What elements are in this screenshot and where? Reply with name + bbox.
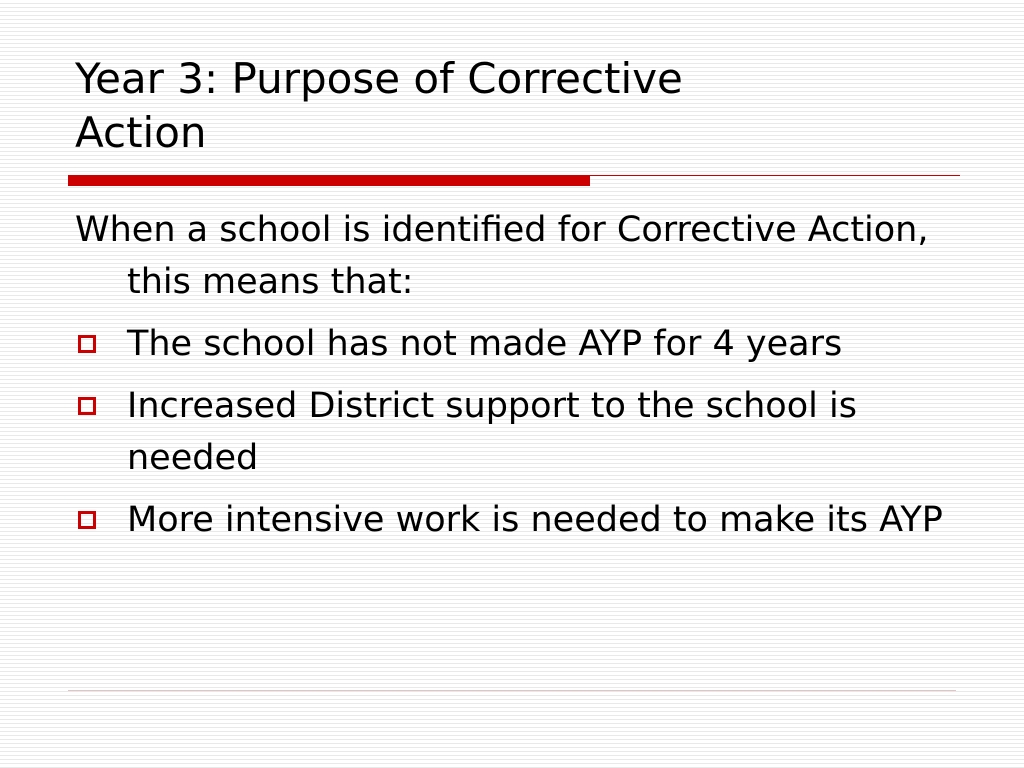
bullet-text: More intensive work is needed to make its AYP bbox=[127, 500, 943, 540]
hollow-square-icon bbox=[78, 397, 96, 415]
slide-body bbox=[75, 204, 945, 556]
footer-divider bbox=[68, 690, 956, 691]
bullet-list bbox=[75, 318, 945, 546]
bullet-item bbox=[75, 380, 945, 484]
bullet-text: Increased District support to the school is needed bbox=[127, 386, 857, 478]
bullet-item bbox=[75, 494, 945, 546]
hollow-square-icon bbox=[78, 511, 96, 529]
bullet-text: The school has not made AYP for 4 years bbox=[127, 324, 843, 364]
slide-title: Year 3: Purpose of Corrective Action bbox=[75, 54, 683, 157]
hollow-square-icon bbox=[78, 335, 96, 353]
title-underline-thin bbox=[590, 175, 960, 176]
intro-text: When a school is identified for Corrective Action, this means that: bbox=[75, 210, 929, 302]
bullet-item bbox=[75, 318, 945, 370]
title-underline-accent bbox=[68, 175, 590, 186]
